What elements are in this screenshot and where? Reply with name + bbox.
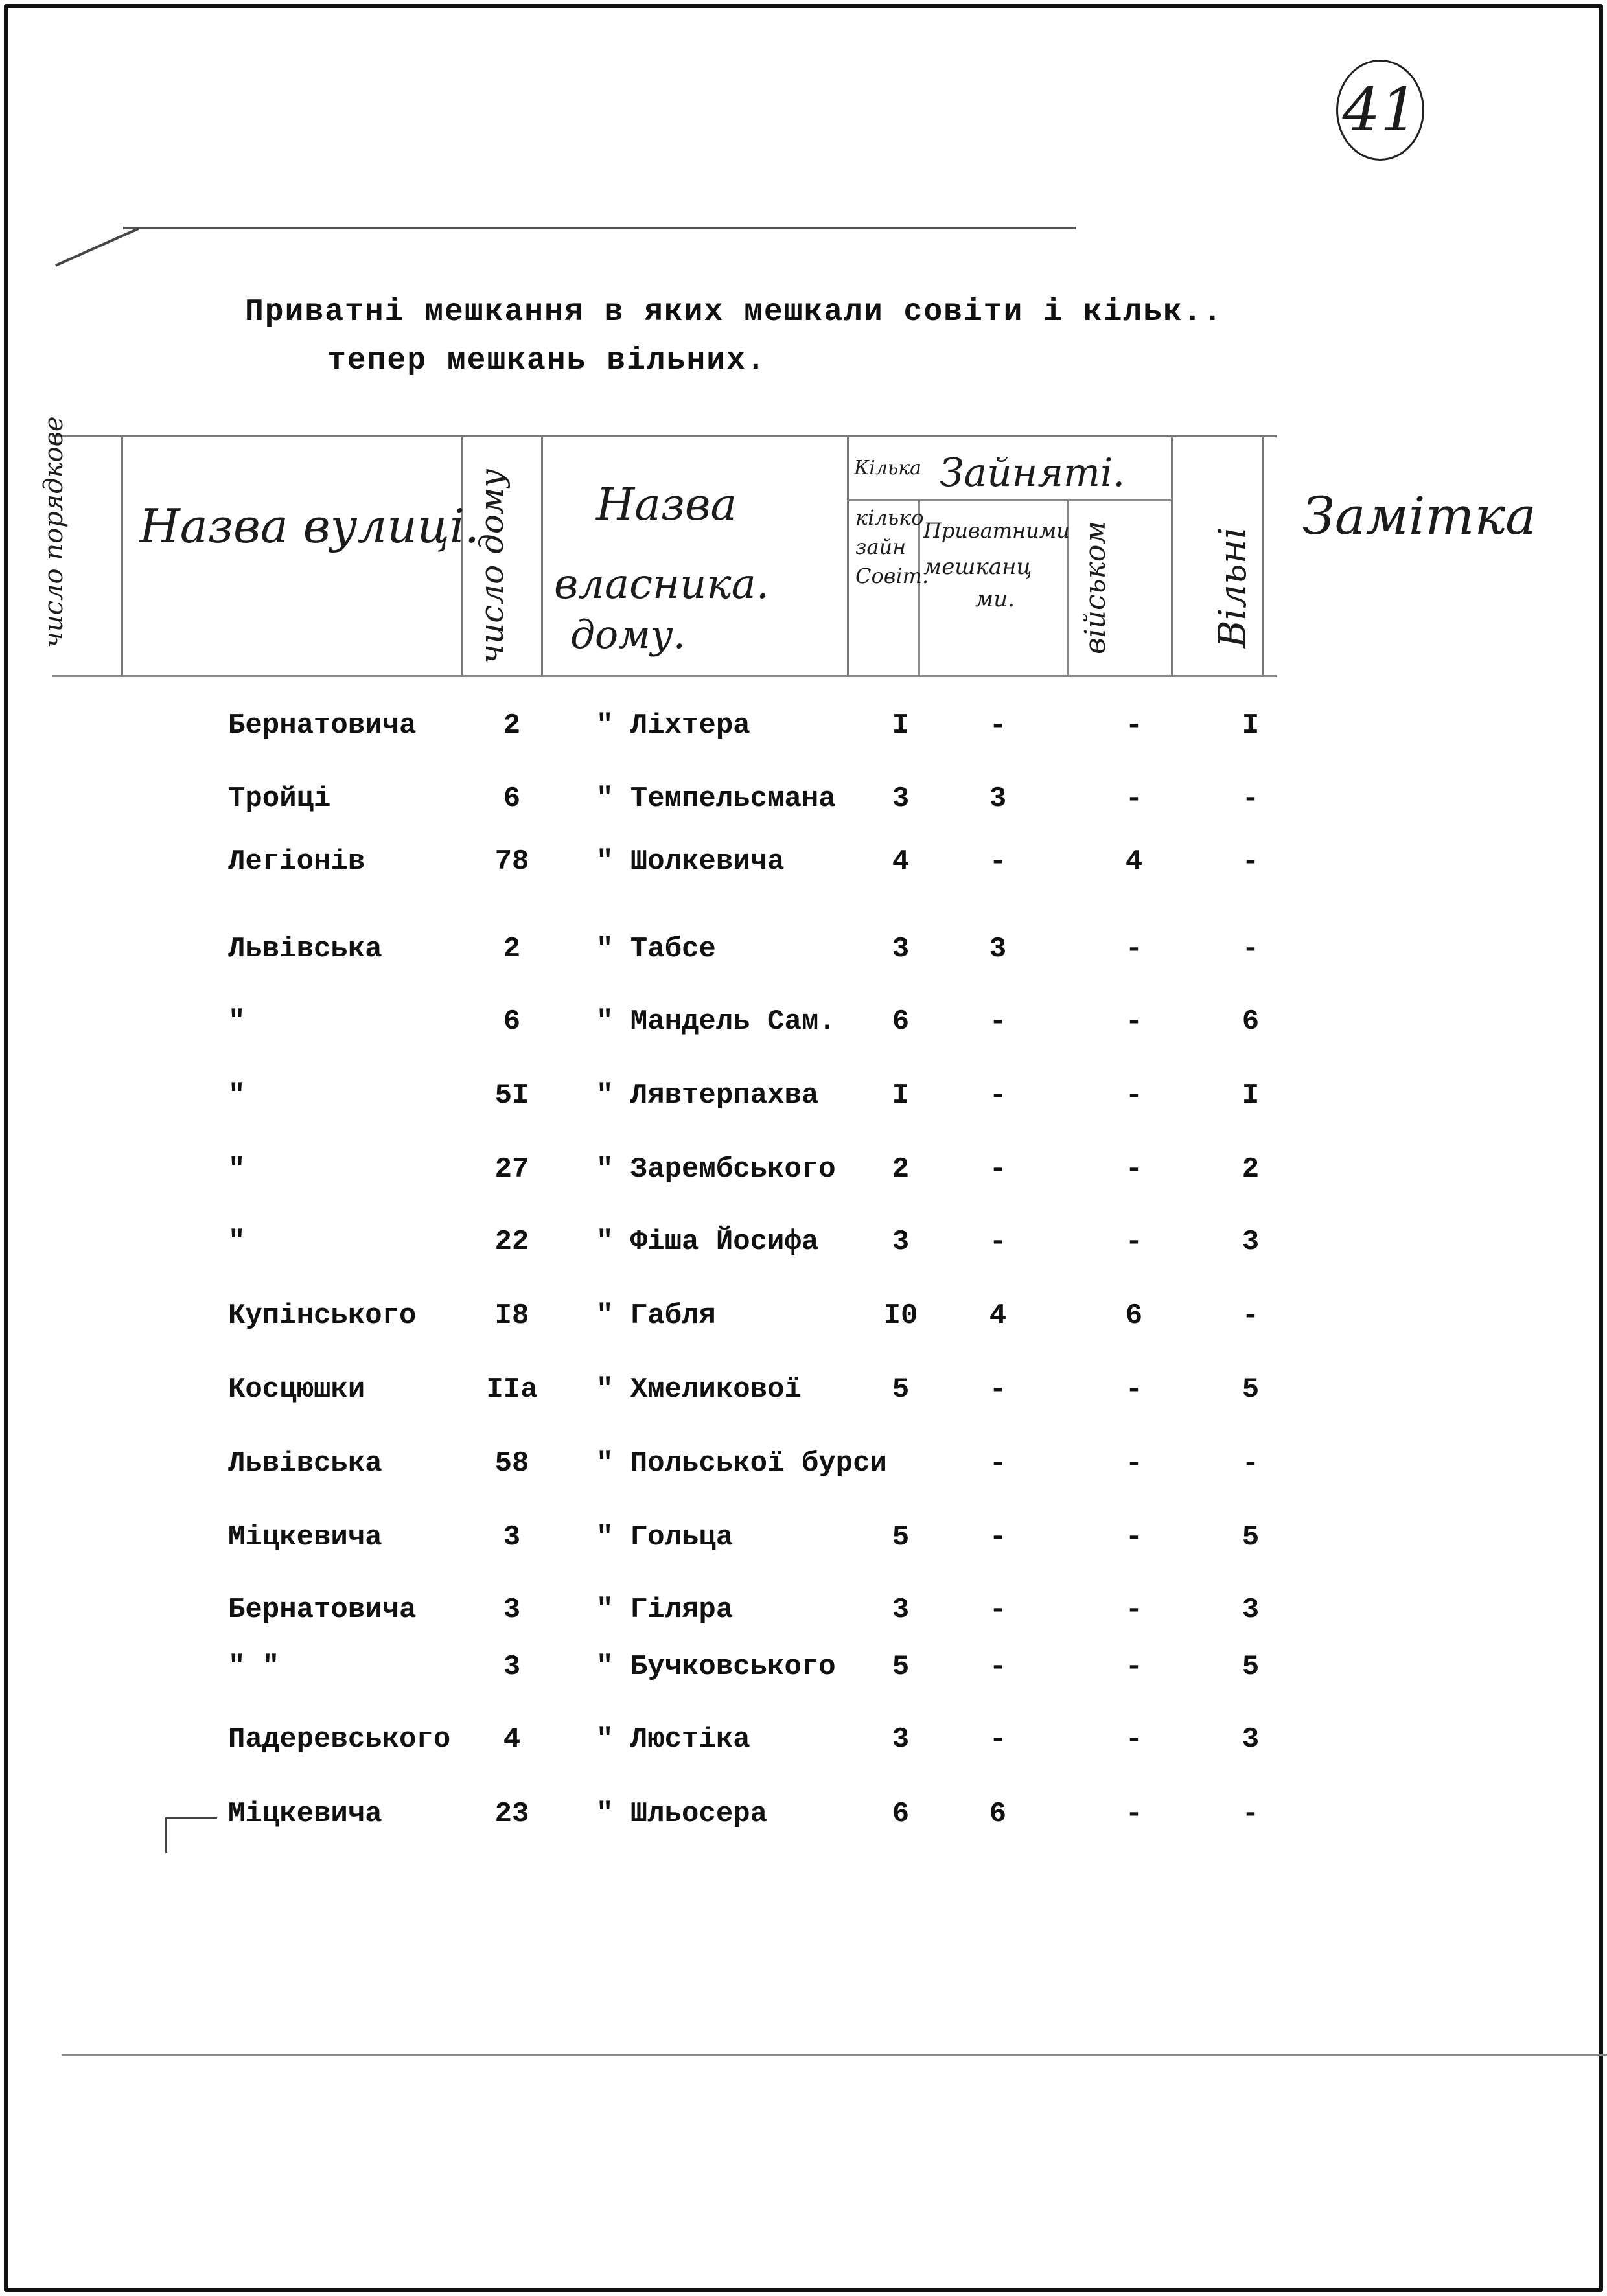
cell-house: 2 (503, 709, 521, 742)
cell-free: 6 (1242, 1005, 1260, 1038)
header-military: військом (1079, 521, 1112, 654)
cell-street: " (228, 1079, 246, 1112)
cell-street: " " (228, 1651, 280, 1683)
cell-house: IIа (486, 1373, 538, 1406)
cell-street: Легіонів (228, 845, 365, 878)
cell-street: Тройці (228, 783, 331, 815)
col-divider-8 (1262, 435, 1264, 675)
cell-owner: " Польської бурси (596, 1447, 887, 1480)
cell-free: - (1242, 1300, 1260, 1332)
cell-owner: " Темпельсмана (596, 783, 836, 815)
cell-count: 4 (892, 845, 910, 878)
cell-private: - (989, 1723, 1007, 1756)
cell-free: - (1242, 1447, 1260, 1480)
cell-private: - (989, 1651, 1007, 1683)
header-house-number: число дому (473, 468, 511, 664)
cell-count: 3 (892, 933, 910, 965)
cell-private: - (989, 1226, 1007, 1258)
cell-count: 3 (892, 1226, 910, 1258)
cell-house: 3 (503, 1594, 521, 1626)
cell-free: - (1242, 845, 1260, 878)
header-private-a: Приватними (923, 518, 1070, 543)
bottom-rule (62, 2054, 1607, 2056)
cell-street: Львівська (228, 1447, 382, 1480)
header-owner-line-1: Назва (596, 479, 737, 531)
cell-private: 6 (989, 1798, 1007, 1830)
cell-free: I (1242, 1079, 1260, 1112)
header-number: число порядкове (39, 416, 69, 648)
cell-free: 3 (1242, 1723, 1260, 1756)
cell-military: - (1125, 1373, 1143, 1406)
cell-private: - (989, 1153, 1007, 1186)
cell-street: " (228, 1005, 246, 1038)
cell-street: " (228, 1153, 246, 1186)
col-divider-4 (847, 435, 849, 675)
cell-house: 78 (494, 845, 529, 878)
cell-count: 2 (892, 1153, 910, 1186)
cell-house: 6 (503, 1005, 521, 1038)
cell-street: Львівська (228, 933, 382, 965)
cell-count: 6 (892, 1798, 910, 1830)
cell-owner: " Зарембського (596, 1153, 836, 1186)
cell-count: 3 (892, 1594, 910, 1626)
cell-house: 3 (503, 1521, 521, 1554)
cell-owner: " Гольца (596, 1521, 734, 1554)
cell-house: 27 (494, 1153, 529, 1186)
cell-owner: " Фіша Йосифа (596, 1226, 819, 1258)
cell-free: 3 (1242, 1226, 1260, 1258)
cell-military: - (1125, 1594, 1143, 1626)
cell-street: " (228, 1226, 246, 1258)
cell-free: - (1242, 1798, 1260, 1830)
cell-owner: " Бучковського (596, 1651, 836, 1683)
cell-military: - (1125, 1079, 1143, 1112)
cell-owner: " Люстіка (596, 1723, 750, 1756)
cell-military: - (1125, 1153, 1143, 1186)
cell-owner: " Ліхтера (596, 709, 750, 742)
cell-free: 2 (1242, 1153, 1260, 1186)
cell-house: 2 (503, 933, 521, 965)
cell-military: - (1125, 709, 1143, 742)
cell-count: I0 (883, 1300, 918, 1332)
header-owner-line-3: дому. (570, 612, 686, 658)
cell-military: - (1125, 1226, 1143, 1258)
cell-owner: " Хмеликової (596, 1373, 802, 1406)
occupied-underline (847, 499, 1171, 501)
bottom-corner-mark-v (165, 1817, 167, 1853)
cell-house: I8 (494, 1300, 529, 1332)
header-owner-line-2: власника. (554, 560, 770, 608)
cell-street: Падеревського (228, 1723, 451, 1756)
cell-count: 5 (892, 1651, 910, 1683)
cell-private: - (989, 1079, 1007, 1112)
cell-military: - (1125, 933, 1143, 965)
cell-military: - (1125, 1005, 1143, 1038)
col-divider-7 (1171, 435, 1173, 675)
header-count-d: Совіт. (855, 564, 929, 588)
cell-private: - (989, 1447, 1007, 1480)
cell-free: - (1242, 783, 1260, 815)
cell-free: 5 (1242, 1521, 1260, 1554)
cell-owner: " Табсе (596, 933, 716, 965)
cell-private: - (989, 709, 1007, 742)
header-count-a: Кілька (854, 457, 922, 479)
cell-free: 3 (1242, 1594, 1260, 1626)
cell-military: 4 (1125, 845, 1143, 878)
col-divider-2 (461, 435, 463, 675)
cell-owner: " Гіляра (596, 1594, 734, 1626)
cell-military: - (1125, 1447, 1143, 1480)
cell-private: 3 (989, 783, 1007, 815)
cell-count: 3 (892, 783, 910, 815)
cell-count: I (892, 709, 910, 742)
cell-free: I (1242, 709, 1260, 742)
cell-free: 5 (1242, 1373, 1260, 1406)
header-private-c: ми. (975, 586, 1015, 612)
cell-private: - (989, 1005, 1007, 1038)
table-header-rule (52, 675, 1277, 677)
cell-street: Міцкевича (228, 1521, 382, 1554)
cell-street: Косцюшки (228, 1373, 365, 1406)
cell-private: - (989, 1594, 1007, 1626)
cell-military: - (1125, 1521, 1143, 1554)
header-private-b: мешканц (923, 554, 1032, 580)
cell-owner: " Лявтерпахва (596, 1079, 819, 1112)
col-divider-1 (121, 435, 123, 675)
cell-military: 6 (1125, 1300, 1143, 1332)
cell-street: Бернатовича (228, 1594, 417, 1626)
cell-military: - (1125, 783, 1143, 815)
cell-owner: " Мандель Сам. (596, 1005, 836, 1038)
col-divider-3 (541, 435, 543, 675)
cell-military: - (1125, 1723, 1143, 1756)
cell-owner: " Шолкевича (596, 845, 785, 878)
cell-private: 4 (989, 1300, 1007, 1332)
title-line-1: Приватні мешкання в яких мешкали совіти і кільк.. (245, 295, 1223, 330)
header-count-b: кілько (855, 505, 924, 530)
cell-street: Міцкевича (228, 1798, 382, 1830)
cell-count: 5 (892, 1373, 910, 1406)
cell-count: 5 (892, 1521, 910, 1554)
cell-count: 6 (892, 1005, 910, 1038)
table-top-rule (52, 435, 1277, 437)
page-border (4, 4, 1603, 2292)
header-count-c: зайн (855, 534, 907, 559)
cell-owner: " Габля (596, 1300, 716, 1332)
header-street: Назва вулиці. (139, 499, 480, 553)
cell-private: - (989, 1373, 1007, 1406)
cell-free: 5 (1242, 1651, 1260, 1683)
cell-private: - (989, 1521, 1007, 1554)
cell-house: 58 (494, 1447, 529, 1480)
page-number: 41 (1336, 60, 1424, 161)
cell-count: I (892, 1079, 910, 1112)
cell-military: - (1125, 1651, 1143, 1683)
cell-house: 23 (494, 1798, 529, 1830)
cell-private: 3 (989, 933, 1007, 965)
cell-free: - (1242, 933, 1260, 965)
bottom-corner-mark-h (165, 1817, 217, 1819)
cell-count: 3 (892, 1723, 910, 1756)
header-free: Вільні (1210, 527, 1254, 648)
header-notes: Замітка (1302, 486, 1536, 546)
cell-house: 3 (503, 1651, 521, 1683)
top-rule (123, 227, 1076, 229)
title-line-2: тепер мешкань вільних. (327, 343, 767, 378)
cell-house: 6 (503, 783, 521, 815)
cell-private: - (989, 845, 1007, 878)
header-occupied-group: Зайняті. (940, 450, 1126, 496)
cell-house: 22 (494, 1226, 529, 1258)
cell-military: - (1125, 1798, 1143, 1830)
cell-street: Купінського (228, 1300, 417, 1332)
cell-owner: " Шльосера (596, 1798, 768, 1830)
cell-house: 4 (503, 1723, 521, 1756)
cell-house: 5I (494, 1079, 529, 1112)
cell-street: Бернатовича (228, 709, 417, 742)
